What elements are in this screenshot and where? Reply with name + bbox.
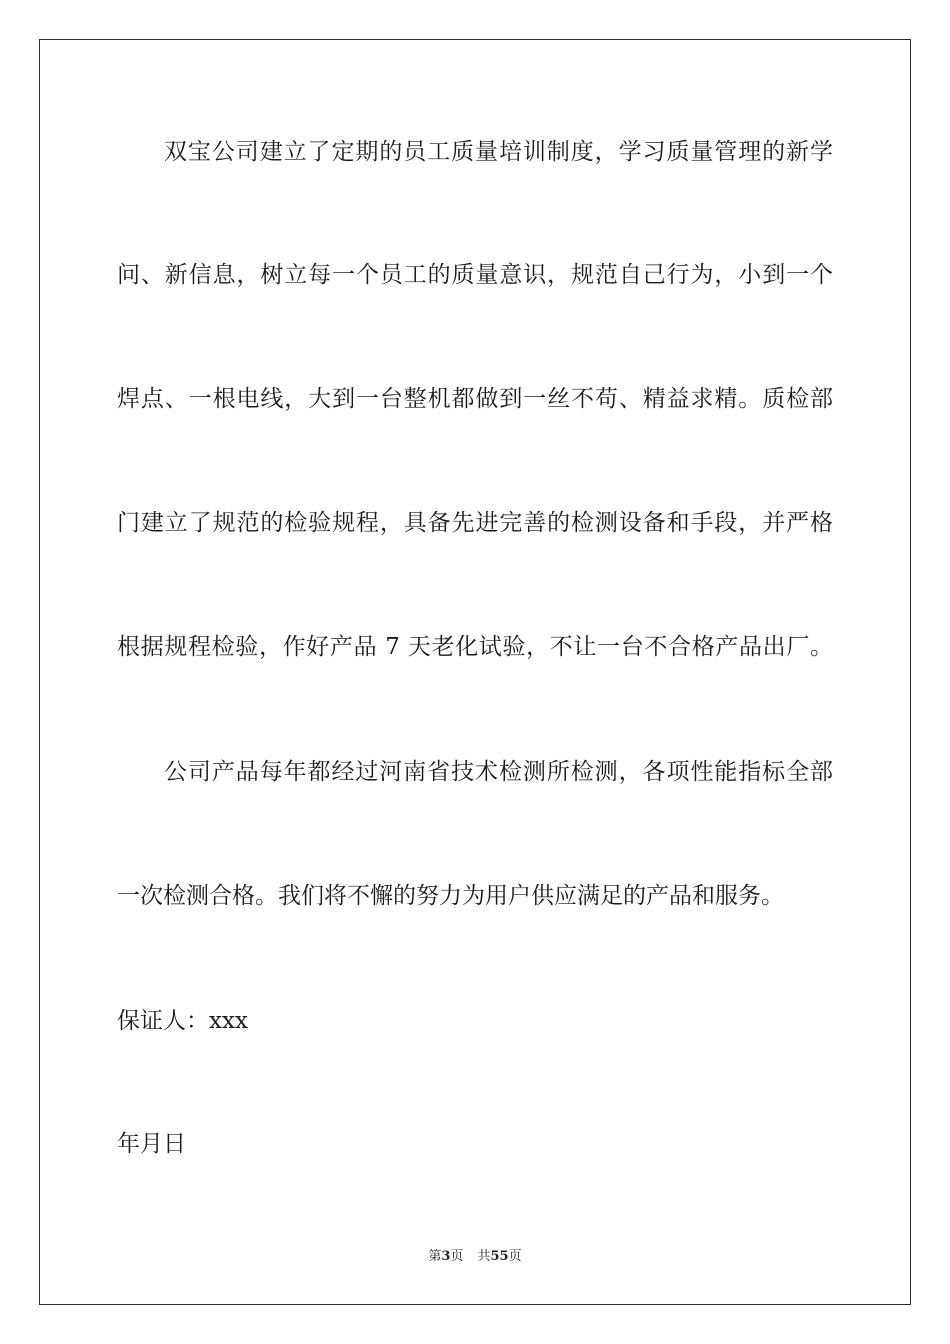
page-number: 3 [441,1249,451,1264]
total-suffix: 页 [508,1249,522,1264]
paragraph-1-line-3: 焊点、一根电线，大到一台整机都做到一丝不苟、精益求精。质检部 [117,386,833,412]
paragraph-1-line-5: 根据规程检验，作好产品 7 天老化试验，不让一台不合格产品出厂。 [117,634,833,660]
page-suffix: 页 [450,1249,464,1264]
total-prefix: 共 [477,1249,491,1264]
guarantor-line: 保证人：xxx [117,1008,248,1034]
paragraph-2-line-2: 一次检测合格。我们将不懈的努力为用户供应满足的产品和服务。 [117,883,784,909]
page-footer [0,1248,950,1266]
paragraph-1-line-4: 门建立了规范的检验规程，具备先进完善的检测设备和手段，并严格 [117,510,833,536]
total-pages: 55 [490,1249,509,1264]
page-prefix: 第 [428,1249,442,1264]
paragraph-1-line-2: 问、新信息，树立每一个员工的质量意识，规范自己行为，小到一个 [117,262,833,288]
page-border [39,39,911,1305]
paragraph-1-line-1: 双宝公司建立了定期的员工质量培训制度，学习质量管理的新学 [164,139,833,165]
date-line: 年月日 [117,1131,186,1157]
paragraph-2-line-1: 公司产品每年都经过河南省技术检测所检测，各项性能指标全部 [164,759,833,785]
